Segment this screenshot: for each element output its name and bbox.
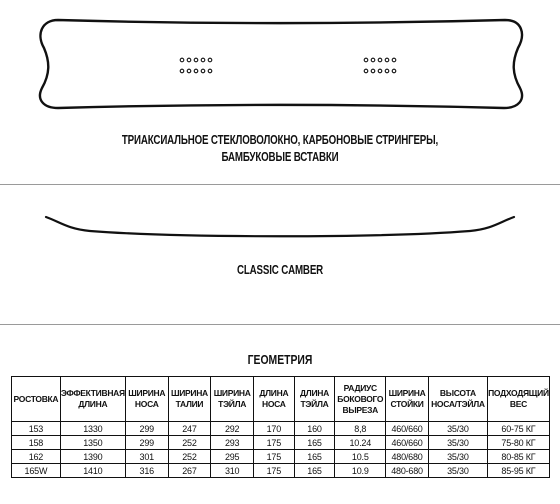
table-cell: 295	[211, 450, 254, 464]
table-cell: 299	[125, 422, 168, 436]
table-cell: 170	[254, 422, 295, 436]
table-cell: 292	[211, 422, 254, 436]
table-cell: 160	[294, 422, 335, 436]
header-effective-length: ЭФФЕКТИВНАЯ ДЛИНА	[60, 377, 125, 422]
section-divider-top	[0, 184, 560, 185]
materials-caption-line-2: БАМБУКОВЫЕ ВСТАВКИ	[221, 150, 339, 164]
table-cell: 175	[254, 436, 295, 450]
table-cell: 316	[125, 464, 168, 478]
table-cell: 35/30	[428, 436, 487, 450]
table-cell: 10.24	[335, 436, 386, 450]
table-cell: 158	[12, 436, 61, 450]
geometry-title: ГЕОМЕТРИЯ	[247, 352, 313, 367]
table-header-row	[12, 377, 550, 422]
table-row	[12, 436, 550, 450]
header-stance-width: ШИРИНА СТОЙКИ	[386, 377, 429, 422]
table-cell: 35/30	[428, 422, 487, 436]
header-tail-width: ШИРИНА ТЭЙЛА	[211, 377, 254, 422]
table-cell: 75-80 КГ	[487, 436, 549, 450]
table-cell: 1410	[60, 464, 125, 478]
header-size: РОСТОВКА	[12, 377, 61, 422]
header-sidecut-radius: РАДИУС БОКОВОГО ВЫРЕЗА	[335, 377, 386, 422]
table-cell: 299	[125, 436, 168, 450]
table-cell: 165W	[12, 464, 61, 478]
table-cell: 80-85 КГ	[487, 450, 549, 464]
table-cell: 267	[168, 464, 211, 478]
camber-profile-line	[46, 217, 514, 236]
table-cell: 247	[168, 422, 211, 436]
header-tail-length: ДЛИНА ТЭЙЛА	[294, 377, 335, 422]
header-nose-length: ДЛИНА НОСА	[254, 377, 295, 422]
table-cell: 175	[254, 464, 295, 478]
table-cell: 1350	[60, 436, 125, 450]
table-cell: 1390	[60, 450, 125, 464]
table-row	[12, 450, 550, 464]
header-rider-weight: ПОДХОДЯЩИЙ ВЕС	[487, 377, 549, 422]
table-cell: 165	[294, 464, 335, 478]
table-cell: 10.9	[335, 464, 386, 478]
profile-caption: CLASSIC CAMBER	[236, 263, 324, 277]
board-outline	[40, 20, 522, 108]
table-cell: 85-95 КГ	[487, 464, 549, 478]
table-cell: 301	[125, 450, 168, 464]
table-cell: 35/30	[428, 464, 487, 478]
table-cell: 310	[211, 464, 254, 478]
table-cell: 252	[168, 436, 211, 450]
table-cell: 480-680	[386, 464, 429, 478]
table-cell: 35/30	[428, 450, 487, 464]
table-row	[12, 464, 550, 478]
table-cell: 460/660	[386, 436, 429, 450]
header-nose-width: ШИРИНА НОСА	[125, 377, 168, 422]
section-divider-bottom	[0, 324, 560, 325]
table-cell: 460/660	[386, 422, 429, 436]
table-cell: 165	[294, 450, 335, 464]
geometry-table	[11, 376, 550, 478]
table-cell: 162	[12, 450, 61, 464]
materials-caption	[62, 132, 499, 166]
materials-caption-line-1: ТРИАКСИАЛЬНОЕ СТЕКЛОВОЛОКНО, КАРБОНОВЫЕ СТРИНГЕРЫ,	[121, 133, 439, 147]
header-nose-tail-height: ВЫСОТА НОСА/ТЭЙЛА	[428, 377, 487, 422]
table-cell: 153	[12, 422, 61, 436]
table-row	[12, 422, 550, 436]
header-waist-width: ШИРИНА ТАЛИИ	[168, 377, 211, 422]
table-cell: 1330	[60, 422, 125, 436]
table-cell: 10.5	[335, 450, 386, 464]
table-cell: 60-75 КГ	[487, 422, 549, 436]
table-cell: 175	[254, 450, 295, 464]
table-cell: 252	[168, 450, 211, 464]
table-cell: 480/680	[386, 450, 429, 464]
table-cell: 165	[294, 436, 335, 450]
table-cell: 8,8	[335, 422, 386, 436]
table-cell: 293	[211, 436, 254, 450]
